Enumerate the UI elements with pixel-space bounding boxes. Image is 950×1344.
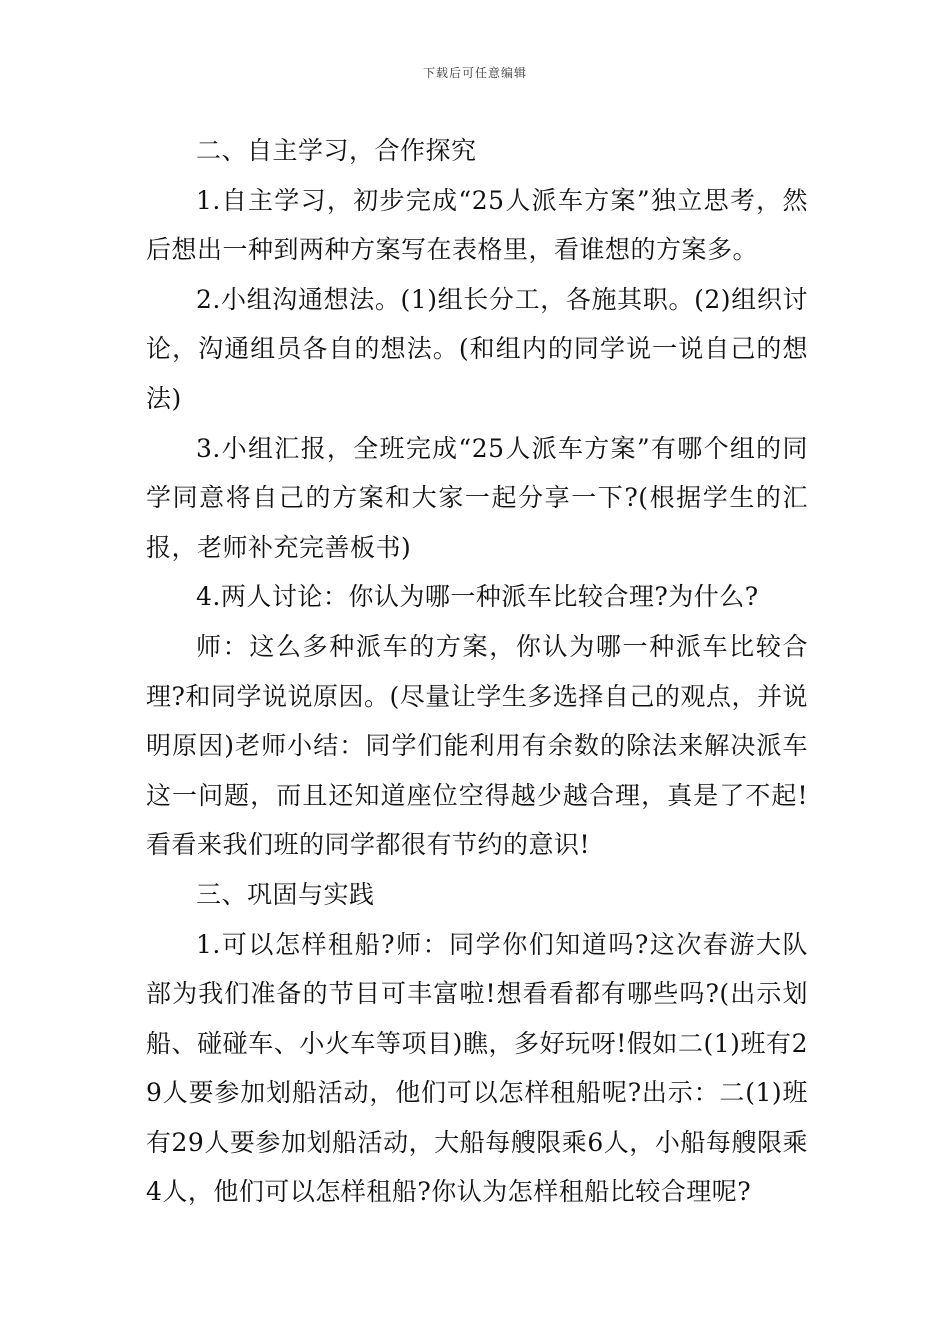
- page-header: 下载后可任意编辑: [422, 66, 527, 80]
- paragraph-item-3: 3.小组汇报，全班完成“25人派车方案”有哪个组的同学同意将自己的方案和大家一起分享一下?(根据学生的汇报，老师补充完善板书): [146, 433, 808, 562]
- paragraph-item-1: 1.自主学习，初步完成“25人派车方案”独立思考，然后想出一种到两种方案写在表格里，看谁想的方案多。: [146, 185, 808, 265]
- paragraph-item-4: 4.两人讨论：你认为哪一种派车比较合理?为什么?: [196, 582, 759, 612]
- paragraph-boat-rental: 1.可以怎样租船?师：同学你们知道吗?这次春游大队部为我们准备的节目可丰富啦!想看看都有哪些吗?(出示划船、碰碰车、小火车等项目)瞧，多好玩呀!假如二(1)班有29人要参加划船活动，他们可以怎样租船呢?出示：二(1)班有29人要参加划船活动，大船每艘限乘6人，小船每艘限乘4人，他们可以怎样租船?你认为怎样租船比较合理呢?: [146, 929, 808, 1207]
- section-heading-3: 三、巩固与实践: [196, 879, 375, 909]
- paragraph-teacher-summary: 师：这么多种派车的方案，你认为哪一种派车比较合理?和同学说说原因。(尽量让学生多选择自己的观点，并说明原因)老师小结：同学们能利用有余数的除法来解决派车这一问题，而且还知道座位空得越少越合理，真是了不起!看看来我们班的同学都很有节约的意识!: [146, 631, 808, 860]
- section-heading-2: 二、自主学习，合作探究: [196, 136, 477, 165]
- paragraph-item-2: 2.小组沟通想法。(1)组长分工，各施其职。(2)组织讨论，沟通组员各自的想法。(和组内的同学说一说自己的想法): [146, 284, 808, 413]
- document-body: [146, 126, 808, 1217]
